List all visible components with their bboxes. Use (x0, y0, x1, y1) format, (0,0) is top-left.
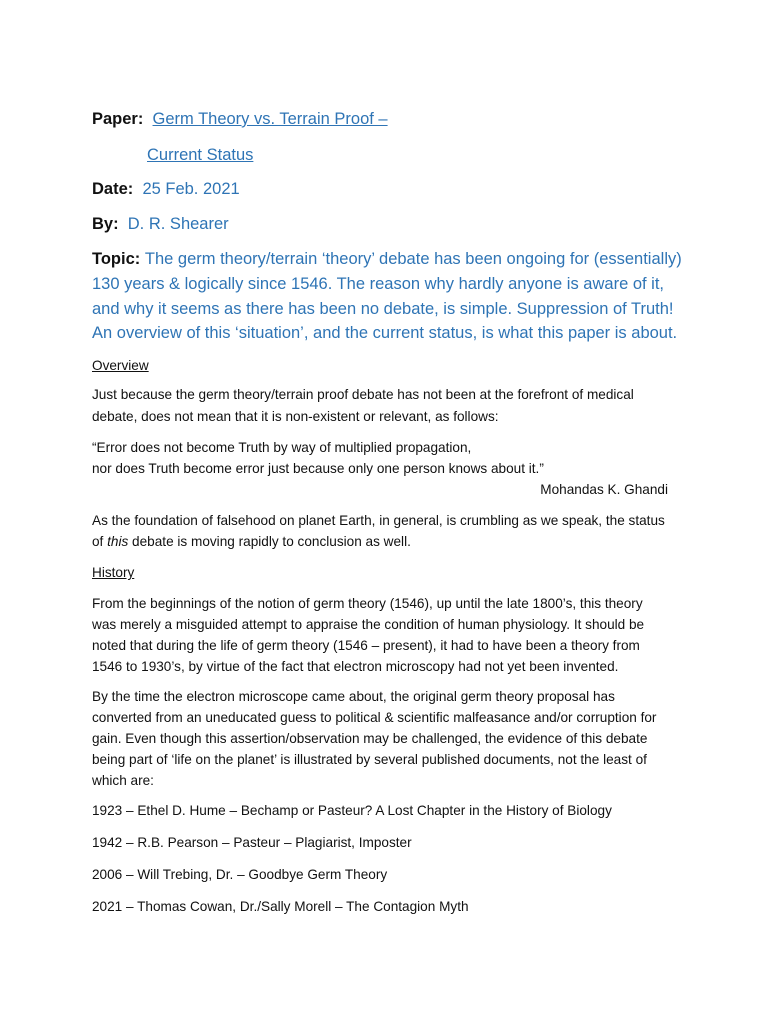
topic-text-2: 130 years & logically since 1546. The reason why hardly anyone is aware of it, (92, 275, 665, 293)
topic-text-3: and why it seems as there has been no debate, is simple. Suppression of Truth! (92, 300, 674, 318)
history-para1-line2: was merely a misguided attempt to appraise the condition of human physiology. It should be (92, 617, 645, 632)
quote-line-2: nor does Truth become error just because only one person knows about it.” (92, 461, 544, 476)
topic-colon: : (134, 250, 141, 268)
quote-author: Mohandas K. Ghandi (540, 482, 668, 497)
overview-heading: Overview (92, 358, 149, 373)
paper-title-link-line1[interactable]: Germ Theory vs. Terrain Proof – (152, 110, 388, 128)
reference-item-3: 2006 – Will Trebing, Dr. – Goodbye Germ Theory (92, 867, 388, 882)
paper-title-link-line2[interactable]: Current Status (147, 146, 254, 164)
topic-text-1: The germ theory/terrain ‘theory’ debate has been ongoing for (essentially) (144, 250, 682, 268)
reference-item-4: 2021 – Thomas Cowan, Dr./Sally Morell – The Contagion Myth (92, 899, 469, 914)
overview-para2-line1: As the foundation of falsehood on planet Earth, in general, is crumbling as we speak, the status (92, 513, 665, 528)
date-line (92, 180, 240, 199)
history-para2-line1: By the time the electron microscope came about, the original germ theory proposal has (92, 689, 615, 704)
para2-emphasis: this (107, 534, 129, 549)
date-colon: : (127, 180, 134, 198)
paper-label: Paper (92, 110, 138, 128)
author-value: D. R. Shearer (127, 215, 229, 233)
para2-post: debate is moving rapidly to conclusion as well. (128, 534, 411, 549)
reference-item-1: 1923 – Ethel D. Hume – Bechamp or Pasteur? A Lost Chapter in the History of Biology (92, 803, 612, 818)
paper-line (92, 110, 388, 129)
history-para2-line2: converted from an uneducated guess to political & scientific malfeasance and/or corruption for (92, 710, 657, 725)
by-label: By (92, 215, 114, 233)
paper-title-line2-row (147, 146, 253, 165)
date-value: 25 Feb. 2021 (142, 180, 240, 198)
by-colon: : (113, 215, 119, 233)
reference-item-2: 1942 – R.B. Pearson – Pasteur – Plagiarist, Imposter (92, 835, 412, 850)
overview-para2-line2 (92, 534, 411, 549)
topic-label: Topic (92, 250, 135, 268)
history-para1-line1: From the beginnings of the notion of germ theory (1546), up until the late 1800’s, this theory (92, 596, 643, 611)
paper-colon: : (137, 110, 144, 128)
history-para1-line4: 1546 to 1930’s, by virtue of the fact that electron microscopy had not yet been invented. (92, 659, 619, 674)
date-label: Date (92, 180, 128, 198)
history-heading: History (92, 565, 135, 580)
topic-text-4: An overview of this ‘situation’, and the current status, is what this paper is about. (92, 324, 678, 342)
author-line (92, 215, 229, 234)
para2-pre: of (92, 534, 108, 549)
history-para2-line3: gain. Even though this assertion/observation may be challenged, the evidence of this debate (92, 731, 648, 746)
history-para1-line3: noted that during the life of germ theory (1546 – present), it had to have been a theory from (92, 638, 640, 653)
topic-line-1 (92, 250, 682, 269)
overview-para1-line2: debate, does not mean that it is non-existent or relevant, as follows: (92, 409, 499, 424)
overview-para1-line1: Just because the germ theory/terrain proof debate has not been at the forefront of medical (92, 387, 634, 402)
quote-line-1: “Error does not become Truth by way of multiplied propagation, (92, 440, 472, 455)
history-para2-line5: which are: (92, 773, 154, 788)
history-para2-line4: being part of ‘life on the planet’ is illustrated by several published documents, not the least of (92, 752, 647, 767)
